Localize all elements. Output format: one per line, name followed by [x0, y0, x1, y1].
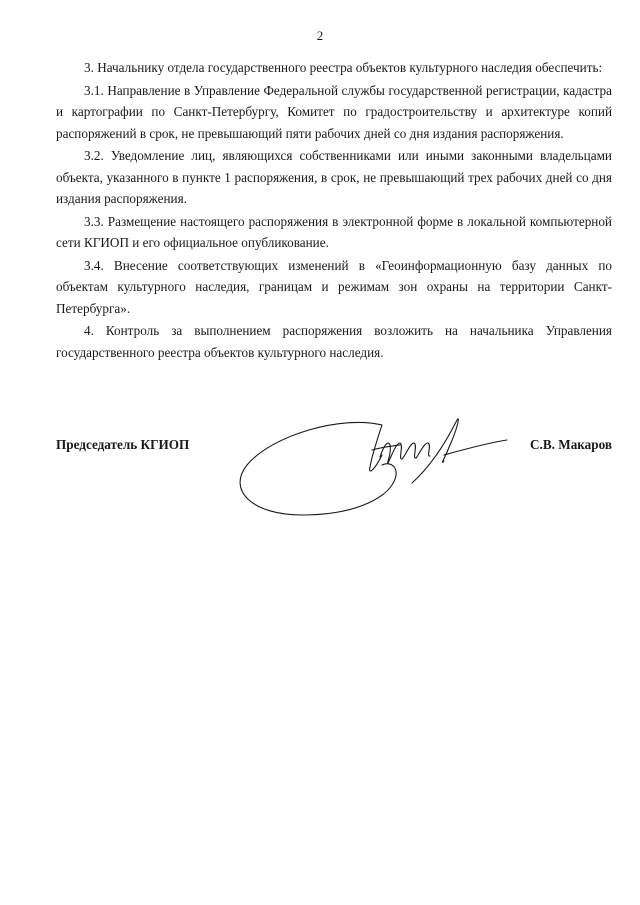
page-number: 2 [316, 28, 324, 43]
signature-block [56, 437, 612, 457]
signer-title: Председатель КГИОП [56, 437, 190, 452]
handwritten-signature [232, 405, 512, 525]
paragraph-3-4: 3.4. Внесение соответствующих изменений в «Геоинформационную базу данных по объектам культурного наследия, границам и режимам зон охраны на территории Санкт-Петербурга». [56, 257, 612, 316]
document-body [56, 57, 612, 364]
signer-name: С.В. Макаров [530, 437, 612, 452]
paragraph-3-2: 3.2. Уведомление лиц, являющихся собственниками или иными законными владельцами объекта, указанного в пункте 1 распоряжения, в срок, не превышающий трех рабочих дней со дня издания распоряжения. [56, 148, 612, 206]
paragraph-4: 4. Контроль за выполнением распоряжения возложить на начальника Управления государственного реестра объектов культурного наследия. [56, 323, 612, 360]
paragraph-3-1: 3.1. Направление в Управление Федеральной службы государственной регистрации, кадастра и картографии по Санкт-Петербургу, Комитет по градостроительству и архитектуре копий распоряжений в срок, не превышающий пяти рабочих дней со дня издания распоряжения. [56, 82, 612, 141]
paragraph-3-3: 3.3. Размещение настоящего распоряжения в электронной форме в локальной компьютерной сети КГИОП и его официальное опубликование. [56, 213, 612, 250]
paragraph-3: 3. Начальнику отдела государственного реестра объектов культурного наследия обеспечить: [84, 60, 603, 75]
